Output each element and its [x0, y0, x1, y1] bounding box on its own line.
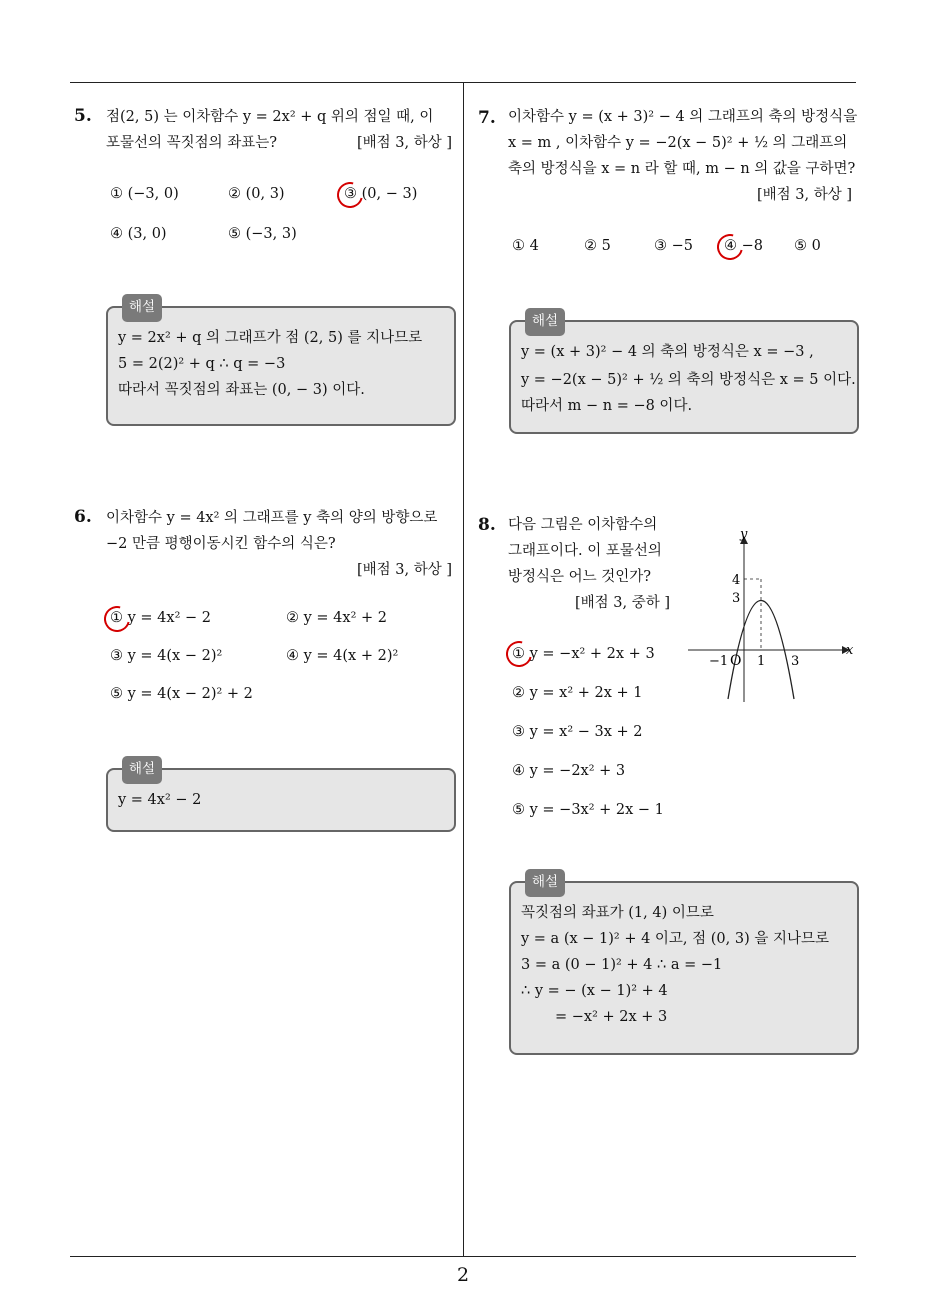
q5-solution-box [106, 299, 456, 426]
q8-solution-line5: = −x² + 2x + 3 [555, 1009, 668, 1025]
q5-stem [106, 104, 456, 156]
q8-solution-line3: 3 = a (0 − 1)² + 4 ∴ a = −1 [521, 957, 723, 973]
graph-tick-x3: 3 [791, 654, 800, 669]
q5-solution-line3: 따라서 꼭짓점의 좌표는 (0, − 3) 이다. [118, 382, 365, 398]
q7-option-4[interactable]: ④ −8 [724, 238, 763, 254]
bottom-rule [70, 1256, 856, 1257]
graph-origin-label: O [730, 653, 742, 669]
q8-line1: 다음 그림은 이차함수의 [508, 517, 658, 533]
q8-solution-line2: y = a (x − 1)² + 4 이고, 점 (0, 3) 을 지나므로 [521, 931, 829, 947]
page-number: 2 [456, 1264, 470, 1286]
q6-option-5[interactable]: ⑤ y = 4(x − 2)² + 2 [110, 686, 253, 702]
column-divider [463, 82, 464, 1257]
q7-option-2[interactable]: ② 5 [584, 238, 611, 254]
q7-line3: 축의 방정식을 x = n 라 할 때, m − n 의 값을 구하면? [508, 161, 856, 177]
q5-option-5[interactable]: ⑤ (−3, 3) [228, 226, 297, 242]
q6-solution-line1: y = 4x² − 2 [118, 792, 202, 808]
q5-option-4[interactable]: ④ (3, 0) [110, 226, 167, 242]
q8-number: 8. [478, 515, 496, 535]
q7-solution-tag: 해설 [525, 308, 565, 336]
q5-solution-line2: 5 = 2(2)² + q ∴ q = −3 [118, 356, 286, 372]
q5-option-3[interactable]: ③ (0, − 3) [344, 186, 418, 202]
q8-answer-mark [501, 636, 537, 672]
q7-option-5[interactable]: ⑤ 0 [794, 238, 821, 254]
q6-meta: [배점 3, 하상 ] [356, 562, 452, 578]
q5-option-1[interactable]: ① (−3, 0) [110, 186, 179, 202]
q7-answer-mark [712, 229, 748, 265]
graph-tick-x1: 1 [757, 654, 766, 669]
q7-solution-line1: y = (x + 3)² − 4 의 축의 방정식은 x = −3 , [521, 344, 814, 360]
q8-parabola-graph [684, 522, 856, 708]
q5-line1: 점(2, 5) 는 이차함수 y = 2x² + q 위의 점일 때, 이 [106, 109, 434, 125]
q6-line2: −2 만큼 평행이동시킨 함수의 식은? [106, 536, 336, 552]
q7-line2: x = m , 이차함수 y = −2(x − 5)² + ½ 의 그래프의 [508, 135, 848, 151]
q7-solution-line2: y = −2(x − 5)² + ½ 의 축의 방정식은 x = 5 이다. [521, 372, 856, 388]
graph-tick-y4: 4 [732, 573, 741, 588]
q6-option-3[interactable]: ③ y = 4(x − 2)² [110, 648, 223, 664]
q8-line3: 방정식은 어느 것인가? [508, 569, 652, 585]
q8-line2: 그래프이다. 이 포물선의 [508, 543, 662, 559]
q8-solution-line4: ∴ y = − (x − 1)² + 4 [521, 983, 668, 999]
graph-tick-xm1: −1 [709, 654, 729, 669]
q5-meta: [배점 3, 하상 ] [356, 135, 452, 151]
q7-line1: 이차함수 y = (x + 3)² − 4 의 그래프의 축의 방정식을 [508, 109, 858, 125]
q6-option-4[interactable]: ④ y = 4(x + 2)² [286, 648, 399, 664]
graph-y-label: y [740, 527, 748, 542]
q6-line1: 이차함수 y = 4x² 의 그래프를 y 축의 양의 방향으로 [106, 510, 438, 526]
q8-stem [508, 512, 678, 616]
q7-stem [508, 104, 858, 208]
q8-solution-tag: 해설 [525, 869, 565, 897]
q5-solution-tag: 해설 [122, 294, 162, 322]
q6-number: 6. [74, 507, 92, 527]
q5-number: 5. [74, 106, 92, 126]
q6-solution-tag: 해설 [122, 756, 162, 784]
q6-solution-box [106, 761, 456, 832]
q8-meta: [배점 3, 중하 ] [574, 595, 670, 611]
q7-number: 7. [478, 108, 496, 128]
q7-solution-box [509, 313, 859, 434]
q5-option-2[interactable]: ② (0, 3) [228, 186, 285, 202]
q8-option-4[interactable]: ④ y = −2x² + 3 [512, 763, 626, 779]
q8-option-5[interactable]: ⑤ y = −3x² + 2x − 1 [512, 802, 664, 818]
graph-x-label: x [846, 643, 854, 658]
graph-tick-y3: 3 [732, 591, 741, 606]
q8-solution-box [509, 874, 859, 1055]
q7-meta: [배점 3, 하상 ] [756, 187, 852, 203]
q7-option-3[interactable]: ③ −5 [654, 238, 693, 254]
q5-solution-line1: y = 2x² + q 의 그래프가 점 (2, 5) 를 지나므로 [118, 330, 423, 346]
q7-option-1[interactable]: ① 4 [512, 238, 539, 254]
q8-option-2[interactable]: ② y = x² + 2x + 1 [512, 685, 643, 701]
q6-answer-mark [99, 601, 135, 637]
q6-option-1[interactable]: ① y = 4x² − 2 [110, 610, 211, 626]
q6-option-2[interactable]: ② y = 4x² + 2 [286, 610, 387, 626]
q5-line2: 포물선의 꼭짓점의 좌표는? [106, 135, 278, 151]
q8-option-1[interactable]: ① y = −x² + 2x + 3 [512, 646, 655, 662]
q5-answer-mark [332, 177, 368, 213]
q8-option-3[interactable]: ③ y = x² − 3x + 2 [512, 724, 643, 740]
q8-solution-line1: 꼭짓점의 좌표가 (1, 4) 이므로 [521, 905, 714, 921]
q7-solution-line3: 따라서 m − n = −8 이다. [521, 398, 693, 414]
q6-stem [106, 505, 456, 583]
